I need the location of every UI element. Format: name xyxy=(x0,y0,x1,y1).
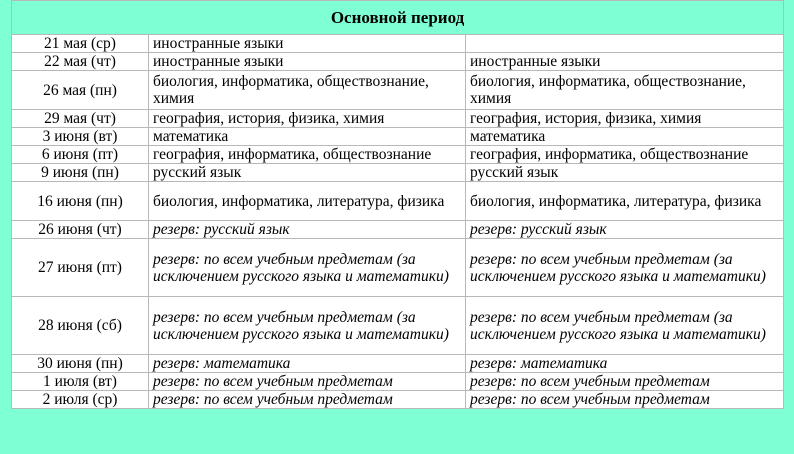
table-row xyxy=(12,110,784,128)
table-row xyxy=(12,182,784,221)
row-subjects-alt: резерв: русский язык xyxy=(466,221,784,239)
row-subjects-main: биология, информатика, обществознание, химия xyxy=(149,71,466,110)
table-row xyxy=(12,355,784,373)
row-subjects-alt: резерв: по всем учебным предметам xyxy=(466,391,784,409)
row-subjects-main: русский язык xyxy=(149,164,466,182)
row-subjects-alt: география, информатика, обществознание xyxy=(466,146,784,164)
row-subjects-main: резерв: русский язык xyxy=(149,221,466,239)
row-subjects-main: биология, информатика, литература, физика xyxy=(149,182,466,221)
row-subjects-main: математика xyxy=(149,128,466,146)
row-subjects-alt xyxy=(466,35,784,53)
row-subjects-main: резерв: математика xyxy=(149,355,466,373)
row-date: 16 июня (пн) xyxy=(12,182,149,221)
table-header-row xyxy=(12,1,784,35)
table-row xyxy=(12,221,784,239)
table-row xyxy=(12,71,784,110)
table-row xyxy=(12,373,784,391)
row-date: 1 июля (вт) xyxy=(12,373,149,391)
table-row xyxy=(12,35,784,53)
row-subjects-alt: резерв: по всем учебным предметам (за исключением русского языка и математики) xyxy=(466,239,784,297)
row-subjects-alt: иностранные языки xyxy=(466,53,784,71)
row-subjects-alt: резерв: математика xyxy=(466,355,784,373)
row-date: 26 июня (чт) xyxy=(12,221,149,239)
row-subjects-main: резерв: по всем учебным предметам (за исключением русского языка и математики) xyxy=(149,239,466,297)
row-date: 21 мая (ср) xyxy=(12,35,149,53)
row-date: 29 мая (чт) xyxy=(12,110,149,128)
table-row xyxy=(12,297,784,355)
table-row xyxy=(12,53,784,71)
row-subjects-alt: резерв: по всем учебным предметам (за исключением русского языка и математики) xyxy=(466,297,784,355)
exam-schedule-table xyxy=(11,0,784,409)
row-date: 22 мая (чт) xyxy=(12,53,149,71)
row-subjects-alt: резерв: по всем учебным предметам xyxy=(466,373,784,391)
row-subjects-main: резерв: по всем учебным предметам xyxy=(149,373,466,391)
row-subjects-main: резерв: по всем учебным предметам xyxy=(149,391,466,409)
row-date: 6 июня (пт) xyxy=(12,146,149,164)
table-title: Основной период xyxy=(12,1,784,35)
row-date: 2 июля (ср) xyxy=(12,391,149,409)
table-row xyxy=(12,146,784,164)
row-subjects-main: иностранные языки xyxy=(149,53,466,71)
row-subjects-main: география, история, физика, химия xyxy=(149,110,466,128)
row-date: 26 мая (пн) xyxy=(12,71,149,110)
footer-band xyxy=(0,444,794,454)
table-row xyxy=(12,128,784,146)
row-date: 9 июня (пн) xyxy=(12,164,149,182)
row-subjects-alt: биология, информатика, литература, физика xyxy=(466,182,784,221)
row-subjects-main: резерв: по всем учебным предметам (за исключением русского языка и математики) xyxy=(149,297,466,355)
row-date: 27 июня (пт) xyxy=(12,239,149,297)
row-subjects-alt: география, история, физика, химия xyxy=(466,110,784,128)
row-subjects-main: география, информатика, обществознание xyxy=(149,146,466,164)
row-date: 3 июня (вт) xyxy=(12,128,149,146)
table-row xyxy=(12,391,784,409)
row-subjects-alt: русский язык xyxy=(466,164,784,182)
table-row xyxy=(12,239,784,297)
row-date: 30 июня (пн) xyxy=(12,355,149,373)
row-subjects-main: иностранные языки xyxy=(149,35,466,53)
row-date: 28 июня (сб) xyxy=(12,297,149,355)
table-row xyxy=(12,164,784,182)
row-subjects-alt: биология, информатика, обществознание, химия xyxy=(466,71,784,110)
row-subjects-alt: математика xyxy=(466,128,784,146)
